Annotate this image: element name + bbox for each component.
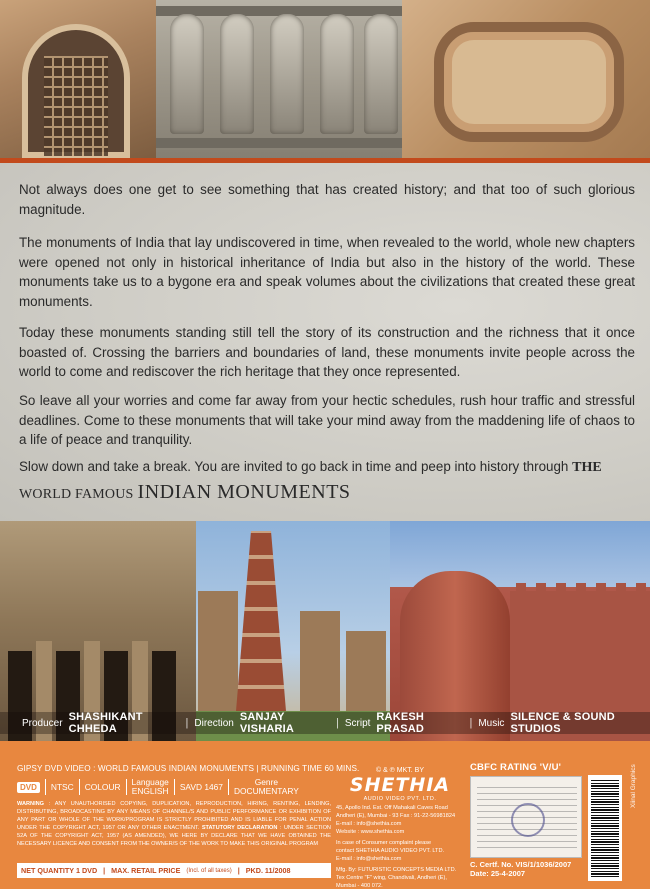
- complaint-contact: [336, 839, 464, 863]
- director-name: SANJAY VISHARIA: [239, 711, 295, 735]
- packed-date: PKD. 11/2008: [245, 866, 291, 875]
- genre-label: Genre: [254, 777, 279, 787]
- dvd-logo: DVD: [17, 782, 40, 793]
- format-ntsc: NTSC: [50, 781, 74, 792]
- spec-row: [17, 778, 299, 796]
- statutory-label: STATUTORY DECLARATION: [201, 825, 278, 831]
- credits-separator: |: [469, 717, 473, 729]
- title-world-famous: WORLD FAMOUS: [19, 487, 134, 502]
- barcode: [588, 775, 622, 881]
- certificate-details: [470, 860, 571, 878]
- language-label: Language: [131, 777, 169, 787]
- photo-qutub-minar: [196, 521, 390, 741]
- publisher-website: Website : www.shethia.com: [336, 829, 405, 835]
- spec-divider: [45, 779, 46, 795]
- price-divider: |: [237, 866, 240, 875]
- publisher-address: [336, 804, 464, 836]
- price-divider: |: [103, 866, 106, 875]
- genre-value: DOCUMENTARY: [233, 786, 299, 796]
- warning-label: WARNING: [17, 801, 45, 807]
- description-block: [0, 163, 650, 521]
- publisher-block: [336, 767, 464, 889]
- script-role: Script: [344, 717, 371, 729]
- warning-text: : ANY UNAUTHORISED COPYING, DUPLICATION, REPRODUCTION, HIRING, RENTING, LENDING, DISTRIBUTING, BROADCASTING BY ANY MEANS OF CHANNEL/S AND PUBLIC PERFORMANCE OR EXHIBITION OF ANY PART OR WHOLE OF THE WORK/PROGRAM IS STRICTLY PROHIBITED AND IS LIABLE FOR PENAL ACTION UNDER THE COPYRIGHT ACT, 1957 OR ANY OTHER ENACTMENT.: [17, 801, 331, 831]
- mfg-line-3: Mumbai - 400 072.: [336, 883, 383, 889]
- title-indian-monuments: INDIAN MONUMENTS: [137, 481, 351, 503]
- spec-divider: [228, 779, 229, 795]
- legal-warning: [17, 800, 331, 848]
- credits-bar: [0, 712, 650, 734]
- designer-credit: Xiinal Graphics: [630, 764, 637, 808]
- net-quantity: NET QUANTITY 1 DVD: [21, 866, 98, 875]
- top-photo-strip: [0, 0, 650, 158]
- producer-name: SHASHIKANT CHHEDA: [68, 711, 143, 735]
- photo-rock-caves: [0, 521, 196, 741]
- publisher-email: E-mail : info@shethia.com: [336, 821, 402, 827]
- manufacturer: [336, 866, 464, 889]
- seal-icon: [511, 803, 545, 837]
- language: [132, 778, 169, 796]
- complaint-line-1: In case of Consumer complaint please: [336, 840, 432, 846]
- language-value: ENGLISH: [131, 786, 169, 796]
- censor-certificate-image: [470, 776, 582, 858]
- certificate-date: Date: 25-4-2007: [470, 869, 526, 878]
- catalog-number: SAVD 1467: [179, 781, 223, 792]
- complaint-line-2: contact SHETHIA AUDIO VIDEO PVT. LTD.: [336, 848, 445, 854]
- spec-divider: [174, 779, 175, 795]
- bottom-photo-strip: [0, 521, 650, 741]
- paragraph-5-text: Slow down and take a break. You are invited to go back in time and peep into history through: [19, 459, 569, 474]
- spec-divider: [79, 779, 80, 795]
- marketed-by: © & ℗ MKT. BY: [375, 767, 425, 774]
- paragraph-3: Today these monuments standing still tell the story of its construction and the richness that it once boasted of. Crossing the barriers and boundaries of land, these monuments invite people across the world to come and rediscover the rich heritage that they once represented.: [19, 325, 635, 379]
- mfg-line-2: Tex Centre "F" wing, Chandivali, Andheri (E),: [336, 875, 447, 881]
- paragraph-5: [19, 457, 635, 478]
- photo-arch-lattice: [0, 0, 156, 158]
- producer-role: Producer: [22, 717, 63, 729]
- certificate-number: C. Certf. No. VIS/1/1036/2007: [470, 860, 572, 869]
- script-name: RAKESH PRASAD: [376, 711, 425, 735]
- photo-red-fort: [390, 521, 650, 741]
- paragraph-2: The monuments of India that lay undiscovered in time, when revealed to the world, whole new chapters were opened not only in historical inheritance of India but also in the history of the world. These monuments take us to a bygone era and speak volumes about the civilizations that created these great monuments.: [19, 235, 635, 309]
- music-role: Music: [478, 717, 505, 729]
- price-box: [17, 863, 331, 878]
- mfg-line-1: Mfg. By: FUTURISTIC CONCEPTS MEDIA LTD.: [336, 867, 457, 873]
- director-role: Direction: [194, 717, 234, 729]
- music-name: SILENCE & SOUND STUDIOS: [510, 711, 615, 735]
- paragraph-4: So leave all your worries and come far away from your hectic schedules, rush hour traffic and stressful deadlines. Come to these monuments that will take your mind away from the maddening life of chaos to a life of peace and tranquility.: [19, 393, 635, 447]
- complaint-line-3: E-mail : info@shethia.com: [336, 856, 402, 862]
- credits-separator: |: [335, 717, 339, 729]
- product-info-line: GIPSY DVD VIDEO : WORLD FAMOUS INDIAN MONUMENTS | RUNNING TIME 60 MINS.: [17, 764, 360, 773]
- cbfc-rating: CBFC RATING 'V/U': [470, 762, 562, 773]
- photo-stone-inlay: [402, 0, 650, 158]
- format-colour: COLOUR: [84, 781, 121, 792]
- genre: [234, 778, 299, 796]
- spec-divider: [126, 779, 127, 795]
- credits-separator: |: [185, 717, 189, 729]
- photo-stone-carvings: [156, 0, 402, 158]
- paragraph-1: Not always does one get to see something that has created history; and that too of such glorious magnitude.: [19, 182, 635, 217]
- info-panel: [0, 741, 650, 889]
- title-world-famous-indian-monuments: [19, 481, 351, 504]
- taxes-note: (Incl. of all taxes): [186, 867, 232, 874]
- shethia-subtitle: AUDIO VIDEO PVT. LTD.: [363, 796, 437, 802]
- shethia-logo: SHETHIA: [349, 774, 451, 796]
- address-line-1: 45, Apollo Ind. Est. Off Mahakali Caves Road: [336, 805, 448, 811]
- mrp-label: MAX. RETAIL PRICE: [111, 866, 181, 875]
- paragraph-5-the: THE: [572, 460, 602, 475]
- address-line-2: Andheri (E), Mumbai - 93 Fax : 91-22-56981824: [336, 813, 456, 819]
- statutory-text: : UNDER SECTION 52A OF THE COPYRIGHT ACT, 1957 (AS AMENDED), WE HERE BY DECLARE THAT WE HAVE OBTAINED THE NECESSARY LICENCE AND CONSENT FROM THE OWNER/S OF THE WORK TO MAKE THIS ORIGINAL PROGRAM: [17, 825, 331, 847]
